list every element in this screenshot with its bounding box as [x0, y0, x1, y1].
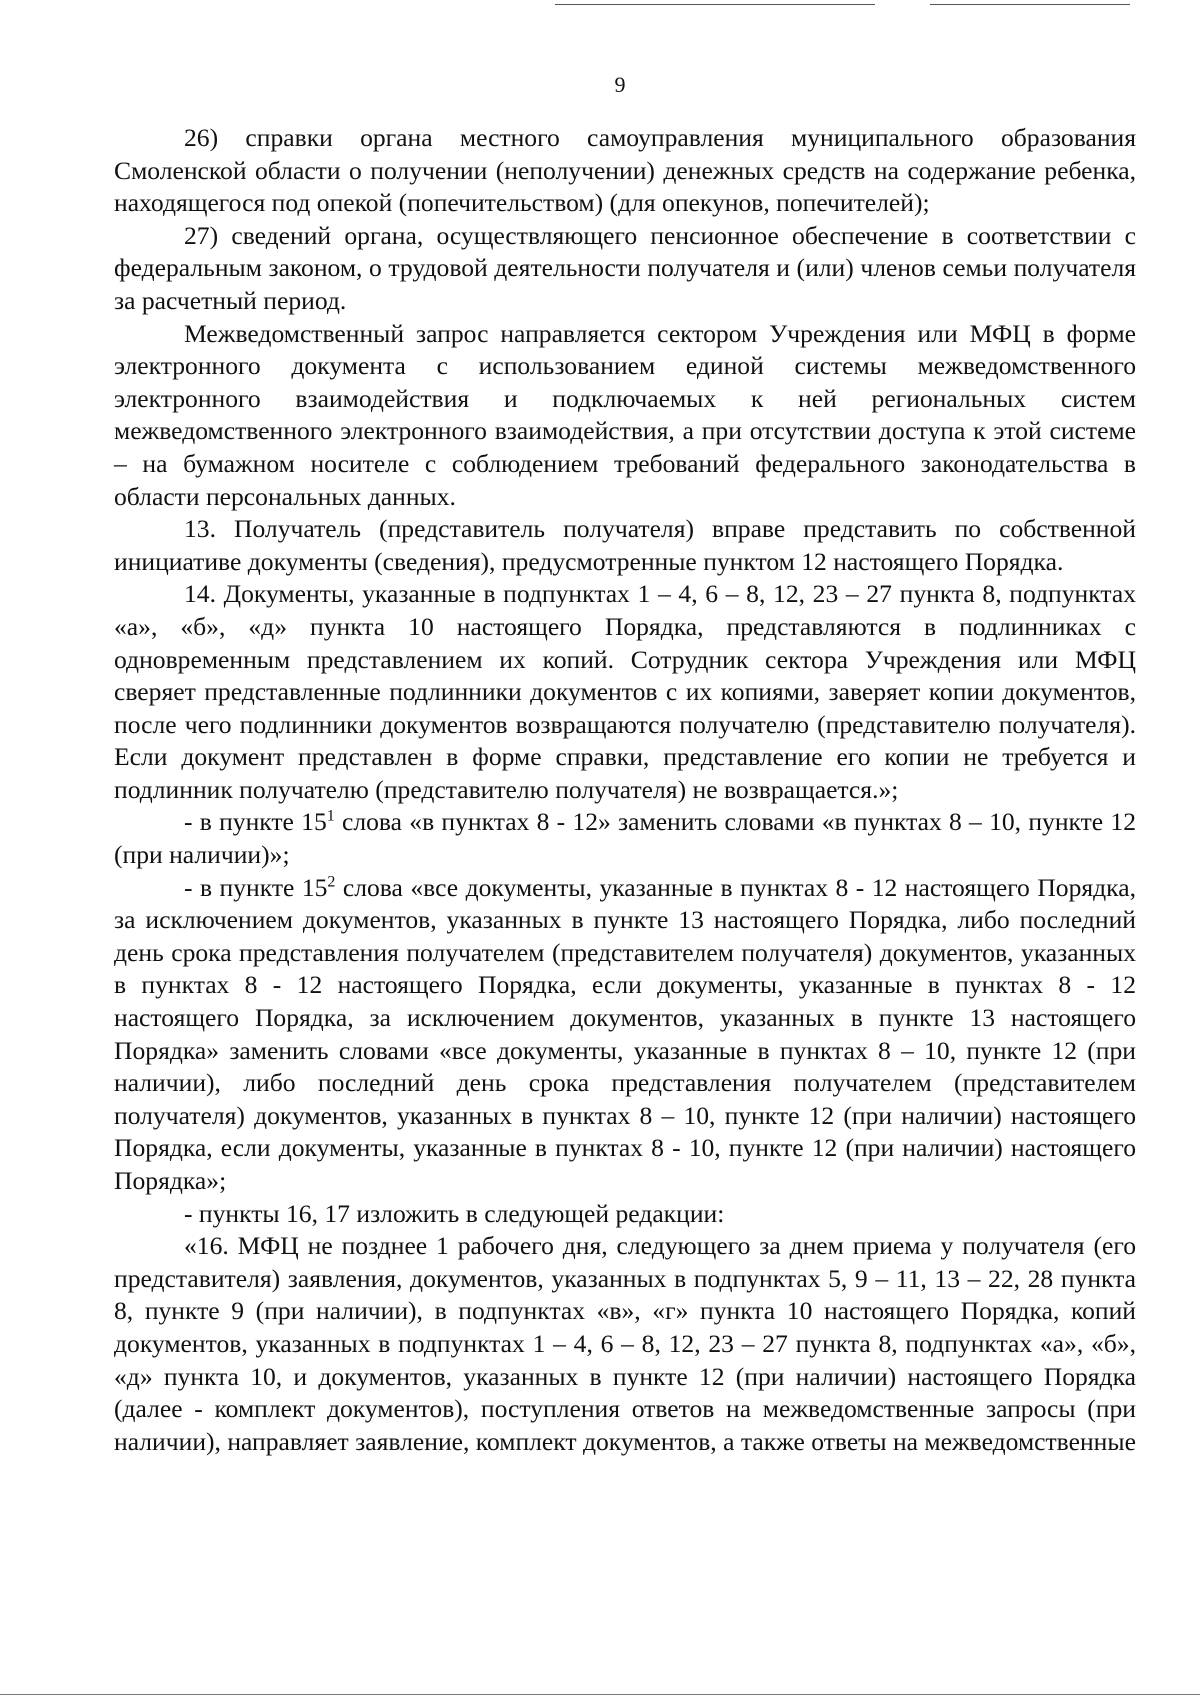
paragraph-15-2: [114, 872, 1136, 1198]
paragraph-27: 27) сведений органа, осуществляющего пенсионное обеспечение в соответствии с федеральным законом, о трудовой деятельности получателя и (или) членов семьи получателя за расчетный период.: [114, 220, 1136, 315]
paragraph-26: 26) справки органа местного самоуправления муниципального образования Смоленской области о получении (неполучении) денежных средств на содержание ребенка, находящегося под опекой (попечительством) (для опекунов, попечителей);: [114, 123, 1136, 218]
page-number: 9: [614, 72, 626, 97]
paragraph-15-1-sup: 1: [326, 807, 335, 825]
scan-edge-bottom: [0, 1694, 1200, 1695]
paragraph-16: «16. МФЦ не позднее 1 рабочего дня, следующего за днем приема у получателя (его представителя) заявления, документов, указанных в подпунктах 5, 9 – 11, 13 – 22, 28 пункта 8, пункте 9 (при наличии), в подпунктах «в», «г» пункта 10 настоящего Порядка, копий документов, указанных в подпунктах 1 – 4, 6 – 8, 12, 23 – 27 пункта 8, подпунктах «а», «б», «д» пункта 10, и документов, указанных в пункте 12 (при наличии) настоящего Порядка (далее - комплект документов), поступления ответов на межведомственные запросы (при наличии), направляет заявление, комплект документов, а также ответы на межведомственные: [114, 1231, 1136, 1456]
paragraph-interagency-request: Межведомственный запрос направляется сектором Учреждения или МФЦ в форме электронного документа с использованием единой системы межведомственного электронного взаимодействия и подключаемых к ней региональных систем межведомственного электронного взаимодействия, а при отсутствии доступа к этой системе – на бумажном носителе с соблюдением требований федерального законодательства в области персональных данных.: [114, 318, 1136, 511]
document-body: [114, 122, 1136, 1458]
paragraph-15-2-before: - в пункте 15: [184, 872, 328, 902]
paragraph-15-1: [114, 806, 1136, 871]
paragraph-points-16-17: - пункты 16, 17 изложить в следующей редакции:: [184, 1198, 725, 1228]
scan-edge-top: [555, 4, 875, 5]
paragraph-15-2-sup: 2: [327, 873, 336, 891]
paragraph-13: 13. Получатель (представитель получателя) вправе представить по собственной инициативе документы (сведения), предусмотренные пунктом 12 настоящего Порядка.: [114, 514, 1136, 576]
paragraph-15-1-before: - в пункте 15: [184, 807, 327, 837]
paragraph-15-2-after: слова «все документы, указанные в пунктах 8 - 12 настоящего Порядка, за исключением документов, указанных в пункте 13 настоящего Порядка, либо последний день срока представления получателем (представителем получателя) документов, указанных в пунктах 8 - 12 настоящего Порядка, если документы, указанные в пунктах 8 - 12 настоящего Порядка, за исключением документов, указанных в пункте 13 настоящего Порядка» заменить словами «все документы, указанные в пунктах 8 – 10, пункте 12 (при наличии), либо последний день срока представления получателем (представителем получателя) документов, указанных в пунктах 8 – 10, пункте 12 (при наличии) настоящего Порядка, если документы, указанные в пунктах 8 - 10, пункте 12 (при наличии) настоящего Порядка»;: [114, 872, 1136, 1195]
scan-edge-top-right: [930, 4, 1130, 5]
paragraph-14: 14. Документы, указанные в подпунктах 1 – 4, 6 – 8, 12, 23 – 27 пункта 8, подпунктах «а», «б», «д» пункта 10 настоящего Порядка, представляются в подлинниках с одновременным представлением их копий. Сотрудник сектора Учреждения или МФЦ сверяет представленные подлинники документов с их копиями, заверяет копии документов, после чего подлинники документов возвращаются получателю (представителю получателя). Если документ представлен в форме справки, представление его копии не требуется и подлинник получателю (представителю получателя) не возвращается.»;: [114, 579, 1136, 804]
paragraph-15-1-after: слова «в пунктах 8 - 12» заменить словами «в пунктах 8 – 10, пункте 12 (при наличии)»;: [114, 807, 1136, 870]
